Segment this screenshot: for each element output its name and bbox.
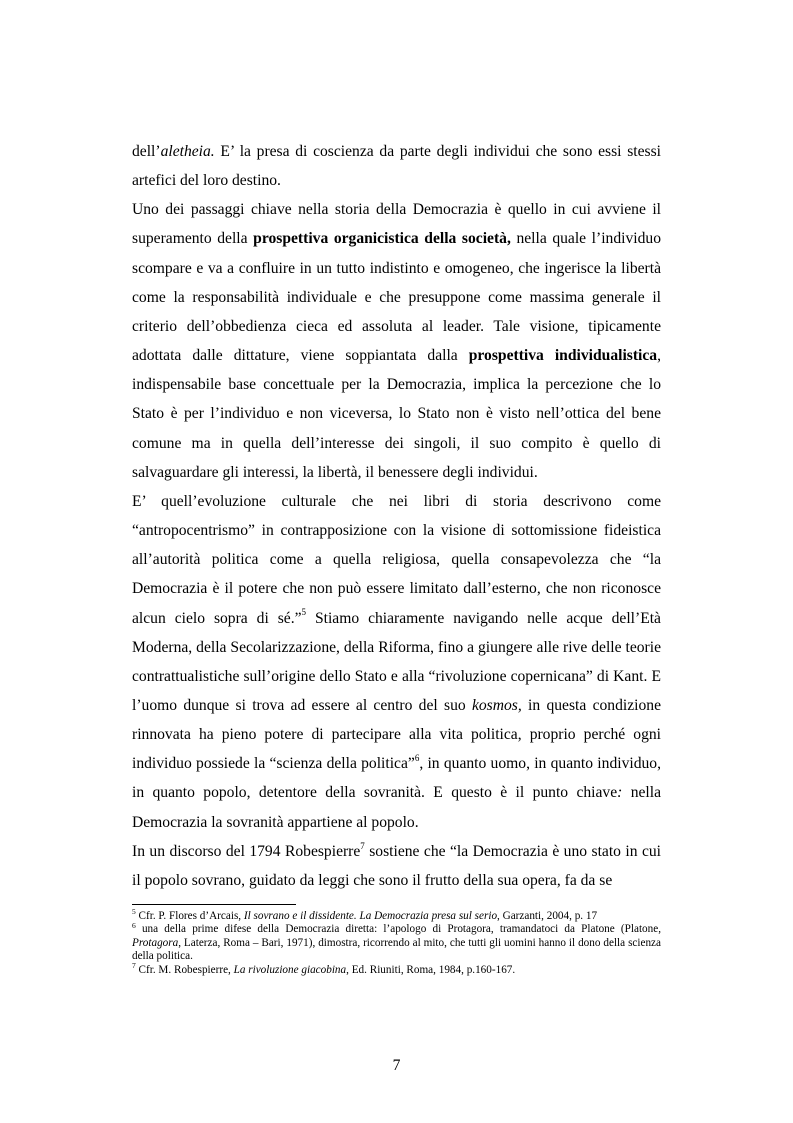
footnotes (132, 907, 661, 977)
footnote-6 (132, 920, 661, 963)
footnote-5 (132, 907, 661, 923)
text-span: , Ed. Riuniti, Roma, 1984, p.160-167. (346, 963, 516, 976)
text-span: sostiene che “la Democrazia è uno stato in cui il popolo sovrano, guidato da leggi che sono il frutto della sua opera, fa da se (132, 842, 661, 889)
text-span: dell’ (132, 143, 161, 160)
text-span: In un discorso del 1794 Robespierre (132, 842, 361, 860)
text-span: , indispensabile base concettuale per la Democrazia, implica la percezione che lo Stato è per l’individuo e non viceversa, lo Stato non è visto nell’ottica del bene comune ma in quella dell’interesse dei singoli, il suo compito è quello di salvaguardare gli interessi, la libertà, il benessere degli individui. (132, 347, 662, 481)
text-span: E’ la presa di coscienza da parte degli individui che sono essi stessi artefici del loro destino. (132, 143, 661, 190)
footnote-title: La rivoluzione giacobina (233, 963, 347, 976)
paragraph-4 (132, 837, 661, 895)
footnote-7 (132, 960, 661, 977)
footnote-ref-7[interactable]: 7 (360, 840, 365, 851)
paragraph-3 (132, 487, 661, 837)
footnote-divider (132, 904, 296, 905)
text-span: Cfr. M. Robespierre, (135, 963, 234, 976)
text-span: , Garzanti, 2004, p. 17 (497, 910, 598, 922)
text-span: , Laterza, Roma – Bari, 1971), dimostra, ricorrendo al mito, che tutti gli uomini hanno il dono della scienza della politica. (132, 936, 661, 963)
bold-term-organicistica: prospettiva organicistica della società, (253, 230, 511, 248)
text-span: , in quanto uomo, in quanto individuo, in quanto popolo, detentore della sovranità. E questo è il punto chiave (132, 755, 661, 802)
footnote-title: Il sovrano e il dissidente. La Democrazia presa sul serio (243, 910, 498, 922)
page-body (132, 137, 661, 895)
paragraph-2 (132, 195, 661, 487)
text-span: nella quale l’individuo scompare e va a confluire in un tutto indistinto e omogeneo, che ingerisce la libertà come la responsabilità individuale e che presuppone come massima generale il criterio dell’obbedienza cieca ed assoluta al leader. Tale visione, tipicamente adottata dalle dittature, viene soppiantata dalla (132, 230, 661, 365)
text-span: Stiamo chiaramente navigando nelle acque dell’Età Moderna, della Secolarizzazione, della Riforma, fino a giungere alle rive delle teorie contrattualistiche sull’origine dello Stato e alla “rivoluzione copernicana” di Kant. E l’uomo dunque si trova ad essere al centro del suo (132, 609, 661, 714)
italic-term-aletheia: aletheia. (160, 143, 215, 160)
footnote-title: Protagora (132, 936, 179, 949)
text-span: nella Democrazia la sovranità appartiene al popolo. (132, 784, 662, 831)
italic-term-kosmos: kosmos, (471, 696, 522, 714)
footnote-ref-6[interactable]: 6 (414, 753, 420, 764)
main-text (132, 137, 661, 895)
bold-term-individualistica: prospettiva individualistica (468, 347, 658, 365)
text-span: una della prime difese della Democrazia diretta: l’apologo di Protagora, tramandatoci da Platone (Platone, (135, 923, 661, 936)
paragraph-1 (132, 137, 661, 195)
italic-colon: : (617, 784, 623, 802)
footnote-ref-5[interactable]: 5 (301, 607, 307, 618)
text-span: Uno dei passaggi chiave nella storia della Democrazia è quello in cui avviene il superamento della (132, 201, 661, 248)
footnote-number: 6 (132, 920, 136, 930)
text-span: Cfr. P. Flores d’Arcais, (135, 910, 244, 922)
footnote-number: 7 (132, 960, 136, 970)
footnote-number: 5 (132, 907, 136, 917)
text-span: E’ quell’evoluzione culturale che nei libri di storia descrivono come “antropocentrismo” in contrapposizione con la visione di sottomissione fideistica all’autorità politica come a quella religiosa, quella consapevolezza che “la Democrazia è il potere che non può essere limitato dall’esterno, che non riconosce alcun cielo sopra di sé.” (132, 492, 661, 627)
text-span: in questa condizione rinnovata ha pieno potere di partecipare alla vita politica, proprio perché ogni individuo possiede la “scienza della politica” (132, 696, 661, 773)
page-number: 7 (392, 1057, 401, 1074)
